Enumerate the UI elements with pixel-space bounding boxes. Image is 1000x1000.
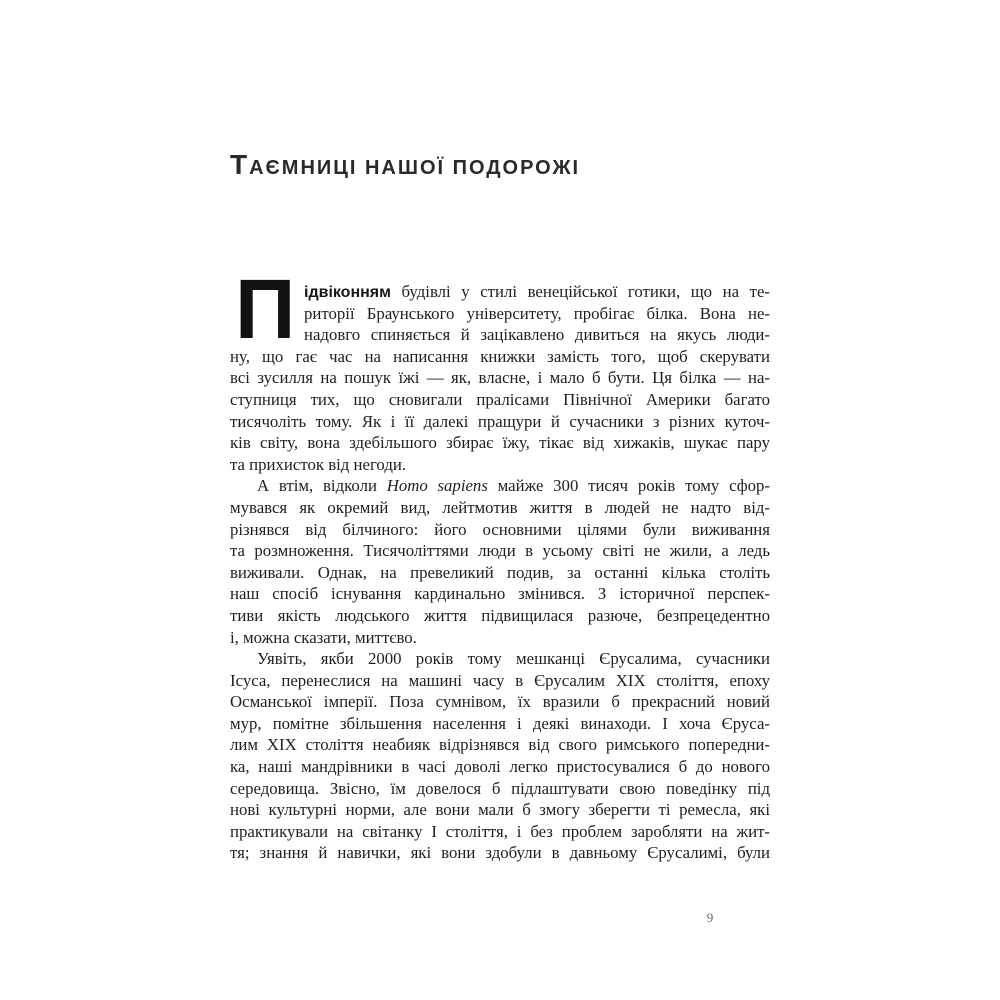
text-line: наш спосіб існування кардинально змінився. З історичної перспек- — [230, 584, 770, 604]
text-line: ступниця тих, що сновигали пралісами Північної Америки багато — [230, 389, 770, 409]
text-line: тисячоліть тому. Як і її далекі пращури й сучасники з різних куточ- — [230, 411, 770, 431]
text-line: практикували на світанку I століття, і без проблем заробляти на жит- — [230, 821, 770, 841]
text-line: мувався як окремий вид, лейтмотив життя в людей не надто від- — [230, 497, 770, 517]
text-line: Уявіть, якби 2000 років тому мешканці Єрусалима, сучасники — [257, 649, 770, 669]
text-line: тя; знання й навички, які вони здобули в давньому Єрусалимі, були — [230, 843, 770, 863]
chapter-title-rest: АЄМНИЦІ НАШОЇ ПОДОРОЖІ — [249, 157, 581, 180]
latin-species-name: Homo sapiens — [386, 476, 488, 496]
text-line: та прихисток від негоди. — [230, 454, 407, 474]
text-line: середовища. Звісно, їм довелося б підлаштувати свою поведінку під — [230, 778, 770, 798]
text-line: ків світу, вона здебільшого збирає їжу, тікає від хижаків, шукає пару — [230, 433, 770, 453]
text-line-pre: А втім, відколи — [257, 476, 387, 496]
lead-word-bold: ідвіконням — [304, 284, 391, 301]
text-line: нові культурні норми, але вони мали б змогу зберегти ті ремесла, які — [230, 800, 770, 820]
text-line: всі зусилля на пошук їжі — як, власне, і мало б бути. Ця білка — на- — [230, 368, 770, 388]
text-line: риторії Браунського університету, пробігає білка. Вона не- — [304, 303, 770, 323]
text-line: мур, помітне збільшення населення і деякі винаходи. І хоча Єруса- — [230, 713, 770, 733]
text-line-rest: будівлі у стилі венеційської готики, що на те- — [390, 282, 770, 301]
text-line — [230, 475, 770, 497]
paragraph-3 — [230, 648, 770, 864]
text-line-post: майже 300 тисяч років тому сфор- — [487, 476, 770, 496]
drop-cap: П — [235, 262, 296, 356]
paragraph-1 — [230, 262, 770, 475]
text-line: різнявся від білчиного: його основними цілями були виживання — [230, 519, 770, 539]
body-text-block — [230, 262, 770, 864]
chapter-title-initial: Т — [230, 149, 250, 181]
text-line — [304, 281, 770, 303]
text-line: надовго спиняється й зацікавлено дивиться на якусь люди- — [304, 325, 770, 345]
text-line: лим XIX століття неабияк відрізнявся від свого римського попередни- — [230, 735, 770, 755]
paragraph-2 — [230, 475, 770, 648]
page-number: 9 — [706, 910, 714, 925]
chapter-title — [230, 149, 580, 181]
text-line: ну, що гає час на написання книжки замість того, щоб скерувати — [230, 346, 770, 366]
text-line: ка, наші мандрівники в часі доволі легко пристосувалися б до нового — [230, 757, 770, 777]
text-line: Османської імперії. Поза сумнівом, їх вразили б прекрасний новий — [230, 692, 770, 712]
text-line: тиви якість людського життя підвищилася разюче, безпрецедентно — [230, 605, 770, 625]
text-line: та розмноження. Тисячоліттями люди в усьому світі не жили, а ледь — [230, 541, 770, 561]
text-line: виживали. Однак, на превеликий подив, за останні кілька століть — [230, 562, 770, 582]
text-line: і, можна сказати, миттєво. — [230, 627, 417, 647]
text-line: Ісуса, перенеслися на машині часу в Єрусалим XIX століття, епоху — [230, 670, 770, 690]
